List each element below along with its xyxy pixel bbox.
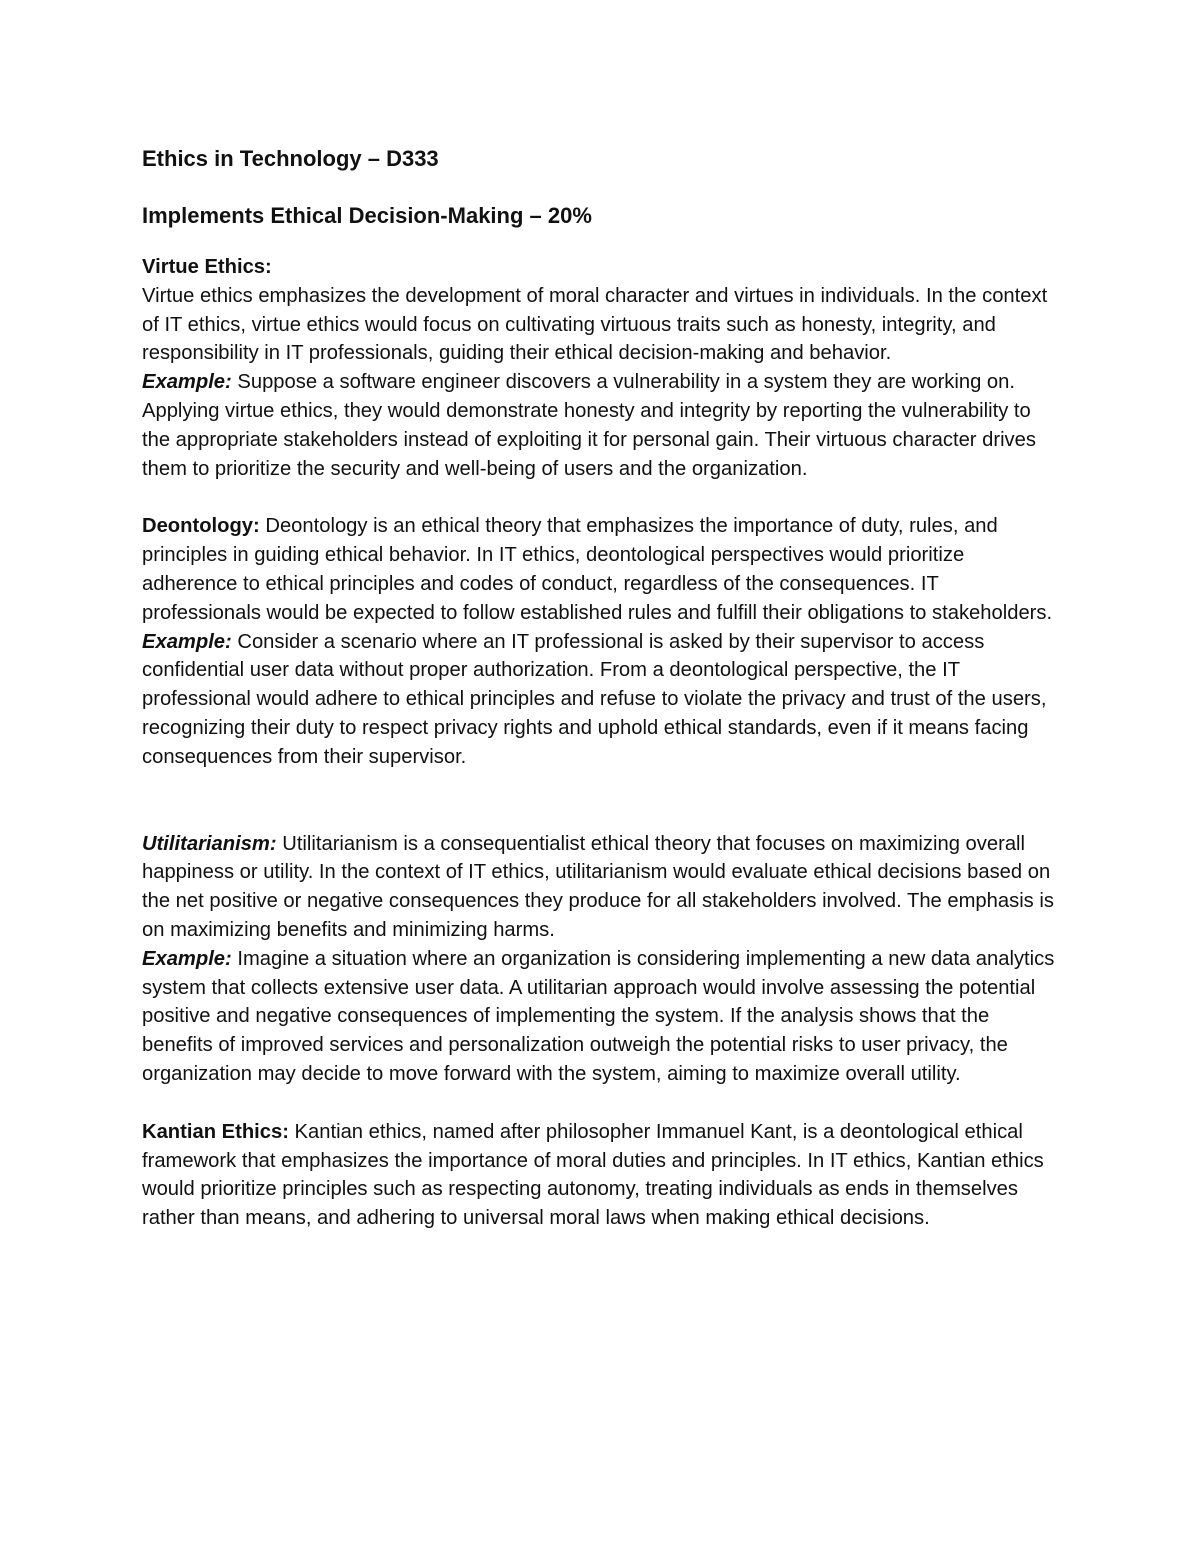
deontology-definition: [142, 512, 1062, 627]
utilitarianism-heading-label: Utilitarianism:: [142, 832, 277, 855]
kantian-definition: [142, 1118, 1062, 1233]
document-title: Ethics in Technology – D333: [142, 146, 439, 171]
virtue-heading: [142, 253, 1062, 282]
deontology-example-label: Example:: [142, 630, 232, 653]
utilitarianism-definition-text: Utilitarianism is a consequentialist ethical theory that focuses on maximizing overall happiness or utility. In the context of IT ethics, utilitarianism would evaluate ethical decisions based on the net positive or negative consequences they produce for all stakeholders involved. The emphasis is on maximizing benefits and minimizing harms.: [142, 832, 1054, 941]
section-deontology: [142, 512, 1062, 771]
section-utilitarianism: [142, 830, 1062, 1089]
deontology-heading-label: Deontology:: [142, 515, 260, 538]
section-kantian-ethics: [142, 1118, 1062, 1233]
kantian-definition-text: Kantian ethics, named after philosopher Immanuel Kant, is a deontological ethical framework that emphasizes the importance of moral duties and principles. In IT ethics, Kantian ethics would prioritize principles such as respecting autonomy, treating individuals as ends in themselves rather than means, and adhering to universal moral laws when making ethical decisions.: [142, 1120, 1044, 1230]
utilitarianism-definition: [142, 830, 1062, 945]
virtue-example: [142, 368, 1062, 483]
virtue-example-label: Example:: [142, 371, 232, 394]
virtue-heading-label: Virtue Ethics:: [142, 256, 272, 278]
deontology-example-text: Consider a scenario where an IT professional is asked by their supervisor to access confidential user data without proper authorization. From a deontological perspective, the IT professional would adhere to ethical principles and refuse to violate the privacy and trust of the users, recognizing their duty to respect privacy rights and uphold ethical standards, even if it means facing consequences from their supervisor.: [142, 630, 1047, 768]
kantian-heading-label: Kantian Ethics:: [142, 1120, 289, 1143]
document-subtitle: Implements Ethical Decision-Making – 20%: [142, 203, 592, 228]
virtue-example-text: Suppose a software engineer discovers a vulnerability in a system they are working on. Applying virtue ethics, they would demonstrate honesty and integrity by reporting the vulnerability to the appropriate stakeholders instead of exploiting it for personal gain. Their virtuous character drives them to prioritize the security and well-being of users and the organization.: [142, 371, 1036, 480]
utilitarianism-example: [142, 945, 1062, 1089]
deontology-example: [142, 628, 1062, 772]
virtue-definition: Virtue ethics emphasizes the development of moral character and virtues in individuals. In the context of IT ethics, virtue ethics would focus on cultivating virtuous traits such as honesty, integrity, and responsibility in IT professionals, guiding their ethical decision-making and behavior.: [142, 284, 1048, 365]
deontology-definition-text: Deontology is an ethical theory that emphasizes the importance of duty, rules, and principles in guiding ethical behavior. In IT ethics, deontological perspectives would prioritize adherence to ethical principles and codes of conduct, regardless of the consequences. IT professionals would be expected to follow established rules and fulfill their obligations to stakeholders.: [142, 515, 1053, 624]
section-virtue-ethics: [142, 253, 1062, 483]
utilitarianism-example-text: Imagine a situation where an organization is considering implementing a new data analytics system that collects extensive user data. A utilitarian approach would involve assessing the potential positive and negative consequences of implementing the system. If the analysis shows that the benefits of improved services and personalization outweigh the potential risks to user privacy, the organization may decide to move forward with the system, aiming to maximize overall utility.: [142, 947, 1055, 1085]
utilitarianism-example-label: Example:: [142, 947, 232, 970]
document-body: [142, 144, 1062, 1233]
